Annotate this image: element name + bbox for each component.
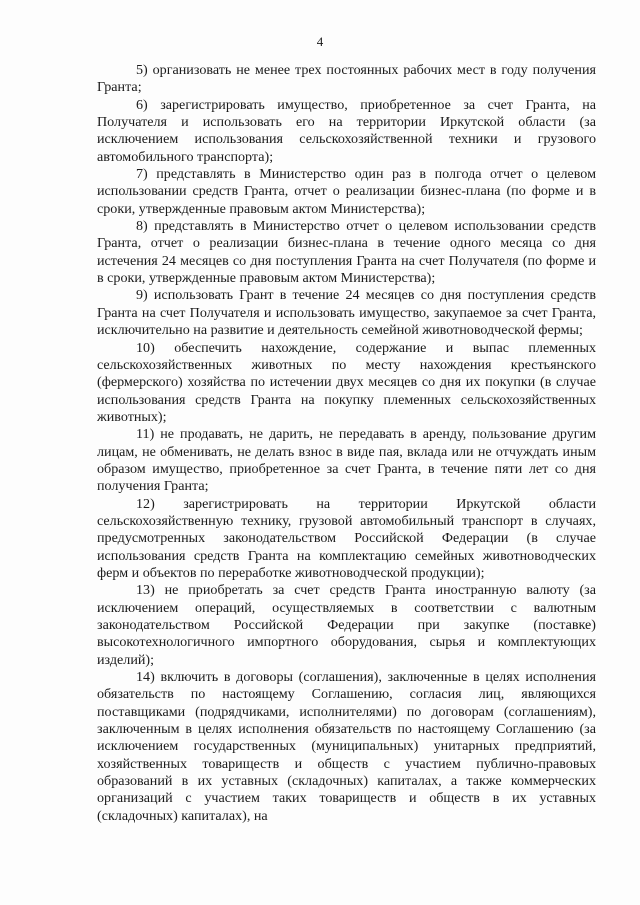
- paragraph-item-5: 5) организовать не менее трех постоянных рабочих мест в году получения Гранта;: [97, 62, 596, 96]
- paragraph-item-13: 13) не приобретать за счет средств Гранта иностранную валюту (за исключением операций, осуществляемых в соответствии с валютным законодательством Российской Федерации при закупке (поставке) высокотехнологичного импортного оборудования, сырья и комплектующих изделий);: [97, 582, 596, 668]
- document-body: [97, 62, 596, 825]
- paragraph-item-11: 11) не продавать, не дарить, не передавать в аренду, пользование другим лицам, не обменивать, не делать взнос в виде пая, вклада или не отчуждать иным образом имущество, приобретенное за счет Гранта, в течение пяти лет со дня получения Гранта;: [97, 426, 596, 495]
- paragraph-item-9: 9) использовать Грант в течение 24 месяцев со дня поступления средств Гранта на счет Получателя и использовать имущество, закупаемое за счет Гранта, исключительно на развитие и деятельность семейной животноводческой фермы;: [97, 287, 596, 339]
- paragraph-item-8: 8) представлять в Министерство отчет о целевом использовании средств Гранта, отчет о реализации бизнес-плана в течение одного месяца со дня истечения 24 месяцев со дня поступления Гранта на счет Получателя (по форме и в сроки, утвержденные правовым актом Министерства);: [97, 218, 596, 287]
- page-number: 4: [316, 34, 324, 49]
- paragraph-item-6: 6) зарегистрировать имущество, приобретенное за счет Гранта, на Получателя и использовать его на территории Иркутской области (за исключением использования сельскохозяйственной техники и грузового автомобильного транспорта);: [97, 96, 596, 165]
- paragraph-item-10: 10) обеспечить нахождение, содержание и выпас племенных сельскохозяйственных животных по месту нахождения крестьянского (фермерского) хозяйства по истечении двух месяцев со дня их покупки (в случае использования средств Гранта на покупку племенных сельскохозяйственных животных);: [97, 339, 596, 425]
- paragraph-item-12: 12) зарегистрировать на территории Иркутской области сельскохозяйственную технику, грузовой автомобильный транспорт в случаях, предусмотренных законодательством Российской Федерации (в случае использования средств Гранта на комплектацию семейных животноводческих ферм и объектов по переработке животноводческой продукции);: [97, 495, 596, 581]
- paragraph-item-14: 14) включить в договоры (соглашения), заключенные в целях исполнения обязательств по настоящему Соглашению, согласия лиц, являющихся поставщиками (подрядчиками, исполнителями) по договорам (соглашениям), заключенным в целях исполнения обязательств по настоящему Соглашению (за исключением государственных (муниципальных) унитарных предприятий, хозяйственных товариществ и обществ с участием публично-правовых образований в их уставных (складочных) капиталах, а также коммерческих организаций с участием таких товариществ и обществ в их уставных (складочных) капиталах), на: [97, 669, 596, 824]
- paragraph-item-7: 7) представлять в Министерство один раз в полгода отчет о целевом использовании средств Гранта, отчет о реализации бизнес-плана (по форме и в сроки, утвержденные правовым актом Министерства);: [97, 166, 596, 217]
